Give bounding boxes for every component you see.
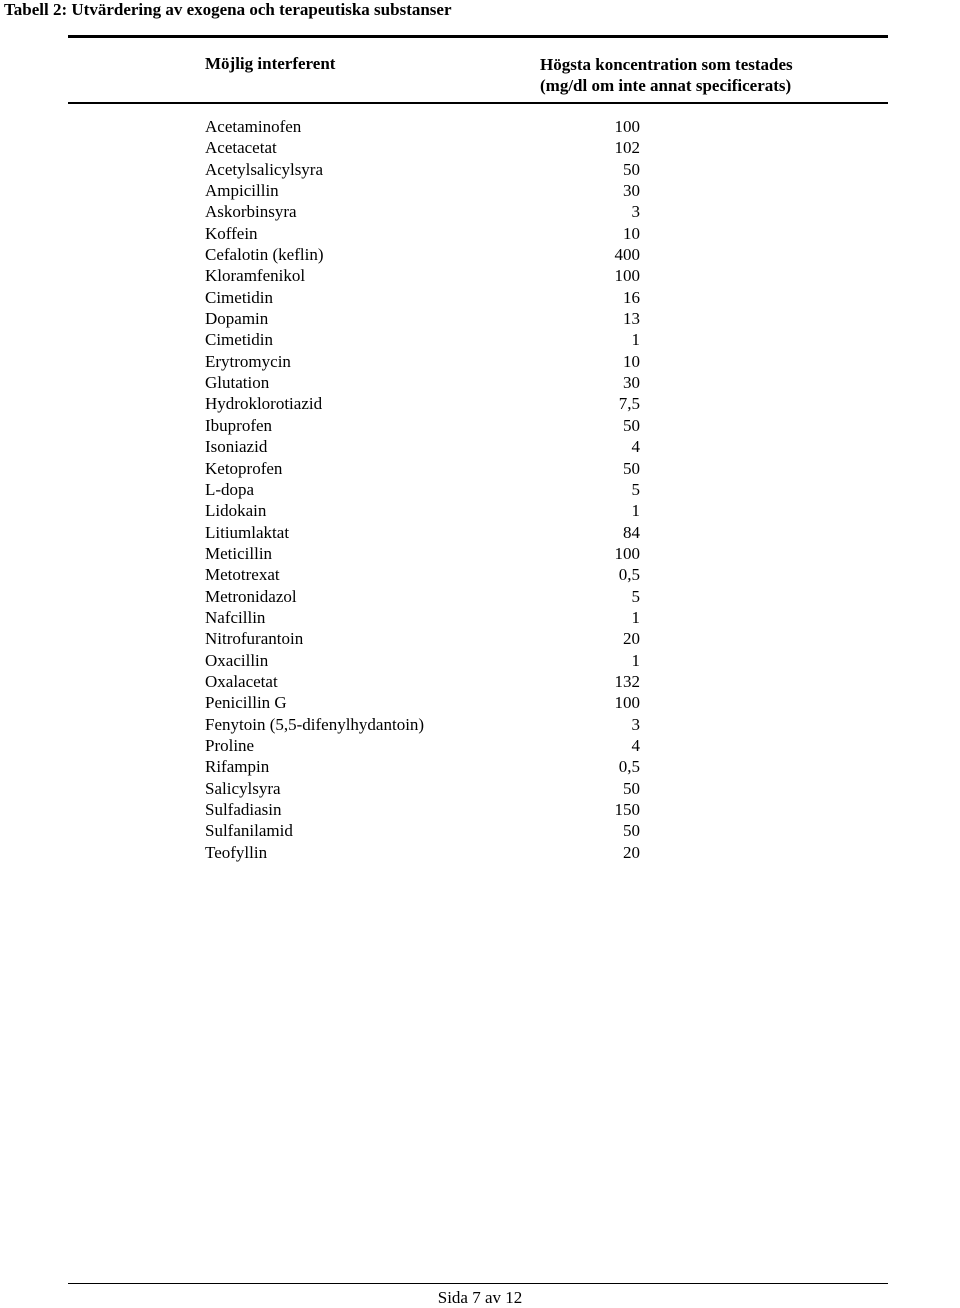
substance-name: Oxalacetat <box>205 671 278 691</box>
table-row <box>205 180 645 201</box>
concentration-value: 50 <box>623 821 640 841</box>
table-row <box>205 586 645 607</box>
table-row <box>205 799 645 820</box>
substance-name: Cefalotin (keflin) <box>205 245 324 265</box>
table-row <box>205 607 645 628</box>
substance-name: Cimetidin <box>205 287 273 307</box>
footer-rule <box>68 1283 888 1284</box>
substance-name: Nafcillin <box>205 607 266 627</box>
table-row <box>205 265 645 286</box>
table-row <box>205 372 645 393</box>
table-row <box>205 778 645 799</box>
concentration-value: 3 <box>631 714 640 734</box>
concentration-value: 1 <box>631 501 640 521</box>
substance-name: Salicylsyra <box>205 778 281 798</box>
concentration-value: 0,5 <box>618 757 640 777</box>
substance-name: Proline <box>205 735 255 755</box>
column-header-substance: Möjlig interferent <box>205 54 336 73</box>
table-row <box>205 351 645 372</box>
substance-name: Ibuprofen <box>205 415 273 435</box>
substance-name: Ketoprofen <box>205 458 283 478</box>
table-header-rule <box>68 102 888 104</box>
table-row <box>205 201 645 222</box>
table-row <box>205 223 645 244</box>
concentration-value: 0,5 <box>618 565 640 585</box>
table-row <box>205 671 645 692</box>
table-row <box>205 820 645 841</box>
table-row <box>205 756 645 777</box>
column-header-concentration-line2: (mg/dl om inte annat specificerats) <box>540 76 792 95</box>
substance-name: Isoniazid <box>205 437 268 457</box>
substance-name: Acetacetat <box>205 138 277 158</box>
concentration-value: 1 <box>631 607 640 627</box>
substance-name: Meticillin <box>205 543 273 563</box>
column-header-concentration-line1: Högsta koncentration som testades <box>540 55 793 74</box>
table-row <box>205 244 645 265</box>
substance-name: Askorbinsyra <box>205 202 297 222</box>
substance-name: Metotrexat <box>205 565 280 585</box>
concentration-value: 5 <box>631 479 640 499</box>
column-header-concentration <box>540 54 793 96</box>
table-row <box>205 458 645 479</box>
concentration-value: 20 <box>623 629 640 649</box>
substance-name: Ampicillin <box>205 181 279 201</box>
concentration-value: 50 <box>623 159 640 179</box>
substance-name: Lidokain <box>205 501 267 521</box>
substance-name: Oxacillin <box>205 650 269 670</box>
concentration-value: 13 <box>623 309 640 329</box>
table-row <box>205 393 645 414</box>
table-row <box>205 479 645 500</box>
concentration-value: 400 <box>614 245 640 265</box>
page-number: Sida 7 av 12 <box>437 1288 523 1307</box>
table-row <box>205 522 645 543</box>
table-row <box>205 500 645 521</box>
concentration-value: 100 <box>614 693 640 713</box>
table-row <box>205 714 645 735</box>
substance-name: Sulfadiasin <box>205 800 282 819</box>
substance-name: Teofyllin <box>205 842 268 862</box>
concentration-value: 7,5 <box>618 394 640 414</box>
substance-name: Fenytoin (5,5-difenylhydantoin) <box>205 714 425 734</box>
table-row <box>205 137 645 158</box>
substance-name: Acetaminofen <box>205 117 302 136</box>
table-row <box>205 308 645 329</box>
concentration-value: 4 <box>631 437 640 457</box>
concentration-value: 4 <box>631 735 640 755</box>
substance-name: Acetylsalicylsyra <box>205 159 324 179</box>
concentration-value: 20 <box>623 842 640 862</box>
substance-name: Cimetidin <box>205 330 273 350</box>
table-row <box>205 650 645 671</box>
document-title: Tabell 2: Utvärdering av exogena och terapeutiska substanser <box>4 0 452 19</box>
concentration-value: 30 <box>623 373 640 393</box>
substance-name: Litiumlaktat <box>205 522 290 542</box>
table-row <box>205 116 645 137</box>
table-top-rule <box>68 35 888 38</box>
substance-name: Metronidazol <box>205 586 297 606</box>
concentration-value: 100 <box>614 266 640 286</box>
table-row <box>205 735 645 756</box>
concentration-value: 10 <box>623 223 640 243</box>
concentration-value: 100 <box>614 117 640 136</box>
substance-name: L-dopa <box>205 479 255 499</box>
substance-name: Sulfanilamid <box>205 821 293 841</box>
table-row <box>205 842 645 863</box>
concentration-value: 16 <box>623 287 640 307</box>
table-row <box>205 415 645 436</box>
concentration-value: 50 <box>623 415 640 435</box>
concentration-value: 132 <box>614 671 640 691</box>
concentration-value: 30 <box>623 181 640 201</box>
table-row <box>205 329 645 350</box>
concentration-value: 150 <box>614 800 640 819</box>
concentration-value: 100 <box>614 543 640 563</box>
concentration-value: 50 <box>623 778 640 798</box>
concentration-value: 3 <box>631 202 640 222</box>
concentration-value: 1 <box>631 330 640 350</box>
substance-name: Glutation <box>205 373 270 393</box>
substance-name: Penicillin G <box>205 693 287 713</box>
concentration-value: 10 <box>623 351 640 371</box>
substance-name: Koffein <box>205 223 258 243</box>
substance-name: Kloramfenikol <box>205 266 306 286</box>
substance-name: Rifampin <box>205 757 270 777</box>
table-row <box>205 692 645 713</box>
substance-name: Hydroklorotiazid <box>205 394 323 414</box>
table-row <box>205 564 645 585</box>
substance-name: Nitrofurantoin <box>205 629 304 649</box>
table-body <box>205 116 645 863</box>
concentration-value: 102 <box>614 138 640 158</box>
concentration-value: 84 <box>623 522 640 542</box>
concentration-value: 5 <box>631 586 640 606</box>
table-row <box>205 543 645 564</box>
table-row <box>205 159 645 180</box>
concentration-value: 1 <box>631 650 640 670</box>
concentration-value: 50 <box>623 458 640 478</box>
table-row <box>205 628 645 649</box>
substance-name: Dopamin <box>205 309 269 329</box>
table-row <box>205 287 645 308</box>
substance-name: Erytromycin <box>205 351 291 371</box>
table-row <box>205 436 645 457</box>
